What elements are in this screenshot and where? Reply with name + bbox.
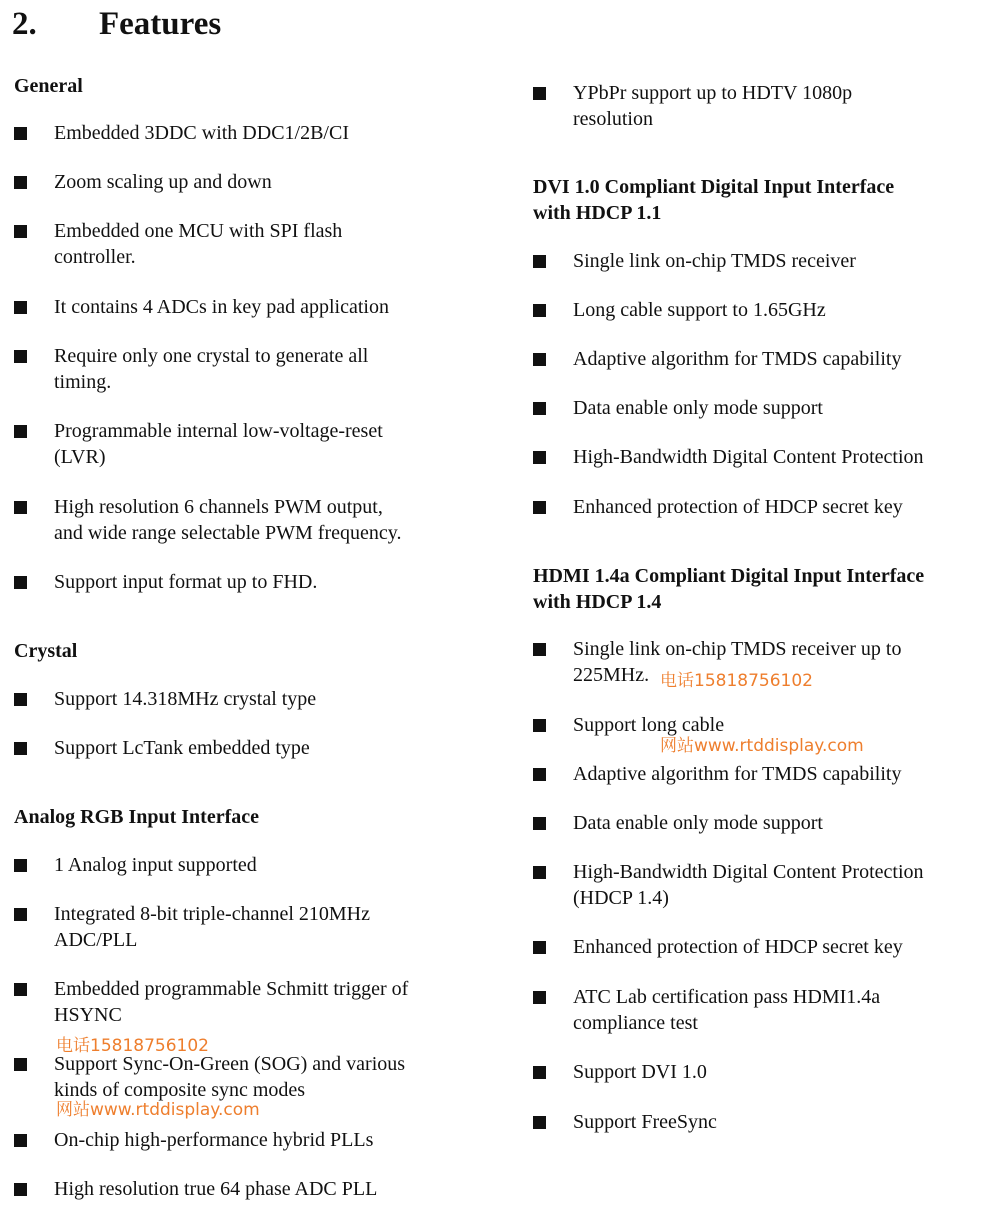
item-line: High resolution 6 channels PWM output, xyxy=(54,496,383,518)
watermark-site: 网站www.rtddisplay.com xyxy=(56,1100,260,1120)
item-line: Support long cable xyxy=(573,714,725,736)
item-line: Embedded one MCU with SPI flash xyxy=(54,220,343,242)
bullet-icon xyxy=(14,908,27,921)
bullet-icon xyxy=(533,87,546,100)
item-line: Single link on-chip TMDS receiver up to xyxy=(573,638,902,660)
item-line: Support DVI 1.0 xyxy=(573,1061,707,1083)
item-line: timing. xyxy=(54,371,112,393)
item-line: Zoom scaling up and down xyxy=(54,171,272,193)
item-line: kinds of composite sync modes xyxy=(54,1079,306,1101)
bullet-icon xyxy=(14,176,27,189)
item-line: Programmable internal low-voltage-reset xyxy=(54,420,383,442)
bullet-icon xyxy=(14,693,27,706)
item-line: 225MHz. xyxy=(573,664,650,686)
watermark-site: 网站www.rtddisplay.com xyxy=(660,736,864,756)
general-heading: General xyxy=(14,75,83,97)
item-line: Support FreeSync xyxy=(573,1111,717,1133)
item-line: Data enable only mode support xyxy=(573,812,823,834)
item-line: Enhanced protection of HDCP secret key xyxy=(573,496,903,518)
analog-heading: Analog RGB Input Interface xyxy=(14,806,260,828)
bullet-icon xyxy=(14,501,27,514)
bullet-icon xyxy=(533,768,546,781)
item-line: Support Sync-On-Green (SOG) and various xyxy=(54,1053,406,1075)
bullet-icon xyxy=(14,225,27,238)
item-line: ADC/PLL xyxy=(54,929,138,951)
item-line: High resolution true 64 phase ADC PLL xyxy=(54,1178,378,1200)
bullet-icon xyxy=(533,866,546,879)
bullet-icon xyxy=(533,1116,546,1129)
bullet-icon xyxy=(533,719,546,732)
bullet-icon xyxy=(14,425,27,438)
item-line: Require only one crystal to generate all xyxy=(54,345,369,367)
heading-line: with HDCP 1.1 xyxy=(533,202,662,224)
item-line: resolution xyxy=(573,108,653,130)
item-line: Embedded programmable Schmitt trigger of xyxy=(54,978,409,1000)
item-line: Integrated 8-bit triple-channel 210MHz xyxy=(54,903,370,925)
item-line: On-chip high-performance hybrid PLLs xyxy=(54,1129,374,1151)
item-line: ATC Lab certification pass HDMI1.4a xyxy=(573,986,881,1008)
item-line: Enhanced protection of HDCP secret key xyxy=(573,936,903,958)
item-line: It contains 4 ADCs in key pad application xyxy=(54,296,389,318)
bullet-icon xyxy=(533,817,546,830)
item-line: (LVR) xyxy=(54,446,106,468)
item-line: Embedded 3DDC with DDC1/2B/CI xyxy=(54,122,349,144)
bullet-icon xyxy=(14,1183,27,1196)
bullet-icon xyxy=(14,350,27,363)
item-line: High-Bandwidth Digital Content Protection xyxy=(573,861,924,883)
bullet-icon xyxy=(533,1066,546,1079)
item-line: YPbPr support up to HDTV 1080p xyxy=(573,82,853,104)
bullet-icon xyxy=(14,859,27,872)
bullet-icon xyxy=(533,941,546,954)
item-line: Support 14.318MHz crystal type xyxy=(54,688,317,710)
item-line: Adaptive algorithm for TMDS capability xyxy=(573,763,902,785)
item-line: Single link on-chip TMDS receiver xyxy=(573,250,856,272)
item-line: Support LcTank embedded type xyxy=(54,737,310,759)
item-line: Long cable support to 1.65GHz xyxy=(573,299,826,321)
item-line: Data enable only mode support xyxy=(573,397,823,419)
bullet-icon xyxy=(14,983,27,996)
bullet-icon xyxy=(533,991,546,1004)
heading-line: HDMI 1.4a Compliant Digital Input Interface xyxy=(533,565,925,587)
bullet-icon xyxy=(14,1134,27,1147)
watermark-phone: 电话15818756102 xyxy=(56,1036,209,1056)
section-number: 2. xyxy=(12,6,37,42)
bullet-icon xyxy=(14,576,27,589)
item-line: 1 Analog input supported xyxy=(54,854,257,876)
item-line: High-Bandwidth Digital Content Protection xyxy=(573,446,924,468)
watermark-phone: 电话15818756102 xyxy=(660,671,813,691)
bullet-icon xyxy=(533,451,546,464)
bullet-icon xyxy=(533,402,546,415)
item-line: Adaptive algorithm for TMDS capability xyxy=(573,348,902,370)
bullet-icon xyxy=(14,301,27,314)
item-line: compliance test xyxy=(573,1012,698,1034)
bullet-icon xyxy=(533,643,546,656)
heading-line: with HDCP 1.4 xyxy=(533,591,662,613)
bullet-icon xyxy=(14,127,27,140)
bullet-icon xyxy=(533,255,546,268)
bullet-icon xyxy=(533,353,546,366)
item-line: HSYNC xyxy=(54,1004,122,1026)
bullet-icon xyxy=(533,304,546,317)
item-line: controller. xyxy=(54,246,136,268)
heading-line: DVI 1.0 Compliant Digital Input Interface xyxy=(533,176,895,198)
crystal-heading: Crystal xyxy=(14,640,78,662)
item-line: (HDCP 1.4) xyxy=(573,887,669,909)
item-line: Support input format up to FHD. xyxy=(54,571,318,593)
section-title xyxy=(12,4,221,44)
bullet-icon xyxy=(533,501,546,514)
item-line: and wide range selectable PWM frequency. xyxy=(54,522,402,544)
bullet-icon xyxy=(14,742,27,755)
section-name: Features xyxy=(99,6,222,42)
bullet-icon xyxy=(14,1058,27,1071)
